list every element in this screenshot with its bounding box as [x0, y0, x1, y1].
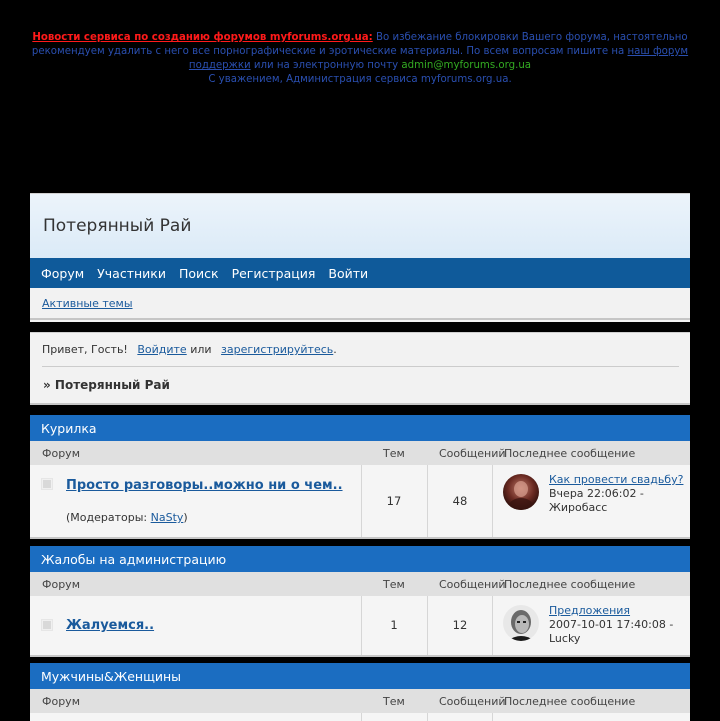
nav-members[interactable]: Участники: [97, 265, 166, 281]
topic-count: 1: [390, 618, 398, 632]
last-post-link[interactable]: Как провести свадьбу?: [549, 473, 684, 486]
welcome-box: [30, 332, 690, 405]
moderators-label: (Модераторы:: [66, 511, 151, 524]
col-posts: Сообщений: [439, 695, 506, 708]
category-title-text: Мужчины&Женщины: [41, 668, 182, 684]
col-topics: Тем: [383, 695, 405, 708]
announcement-text-2: или на электронную почту: [250, 60, 402, 71]
category-men-women: [30, 663, 690, 721]
forum-status-icon: [41, 478, 53, 490]
last-post-time: Вчера 22:06:02 -: [549, 487, 644, 500]
category-title-text: Курилка: [41, 420, 97, 436]
forum-row: [30, 465, 690, 539]
last-poster-avatar[interactable]: [503, 605, 539, 641]
board-title: Потерянный Рай: [43, 216, 192, 236]
category-title-text: Жалобы на администрацию: [41, 551, 227, 567]
col-forum: Форум: [42, 695, 80, 708]
column-header: [30, 572, 690, 596]
col-last-post: Последнее сообщение: [504, 578, 636, 591]
cell-divider: [492, 465, 493, 537]
last-poster-avatar[interactable]: [503, 474, 539, 510]
register-link[interactable]: зарегистрируйтесь: [221, 343, 334, 356]
forum-link[interactable]: Просто разговоры..можно ни о чем..: [66, 478, 343, 493]
login-link[interactable]: Войдите: [137, 343, 187, 356]
admin-email: admin@myforums.org.ua: [401, 60, 532, 71]
post-count: 48: [452, 494, 468, 508]
service-announcement: [30, 31, 690, 87]
divider: [42, 366, 679, 367]
support-forum-link[interactable]: наш форум поддержки: [188, 46, 689, 71]
col-topics: Тем: [383, 578, 405, 591]
last-post-link[interactable]: Предложения: [549, 604, 631, 617]
nav-search[interactable]: Поиск: [178, 265, 219, 281]
cell-divider: [492, 596, 493, 655]
col-last-post: Последнее сообщение: [504, 695, 636, 708]
post-count: 12: [452, 618, 468, 632]
moderator-link[interactable]: NaSty: [150, 511, 184, 524]
col-forum: Форум: [42, 447, 80, 460]
announcement-headline[interactable]: Новости сервиса по созданию форумов myforums.org.ua:: [32, 32, 373, 43]
nav-register[interactable]: Регистрация: [231, 265, 316, 281]
box-bottom-border: [30, 403, 690, 405]
announcement-text: Во избежание блокировки Вашего форума, настоятельно рекомендуем удалить с него все порнографические и эротические материалы. По всем вопросам пишите на: [31, 32, 688, 57]
column-header: [30, 441, 690, 465]
forum-moderators: [66, 511, 188, 524]
col-forum: Форум: [42, 578, 80, 591]
active-topics-link[interactable]: Активные темы: [42, 296, 133, 310]
greeting-text: Привет, Гость!: [42, 343, 128, 356]
board-title-bar: [30, 194, 690, 258]
or-text: или: [190, 343, 212, 356]
guest-greeting: [42, 343, 337, 356]
col-last-post: Последнее сообщение: [504, 447, 636, 460]
nav-login[interactable]: Войти: [328, 265, 369, 281]
last-post-author: Жиробасс: [549, 501, 608, 514]
category-complaints: [30, 546, 690, 657]
category-title[interactable]: [30, 415, 690, 441]
breadcrumb: » Потерянный Рай: [43, 378, 170, 392]
category-title[interactable]: [30, 546, 690, 572]
last-post-author: Lucky: [549, 632, 581, 645]
last-post-info: [549, 604, 689, 646]
site-header: [30, 193, 690, 322]
col-posts: Сообщений: [439, 578, 506, 591]
greeting-period: .: [333, 343, 337, 356]
avatar-image: [503, 605, 539, 641]
category-kurilka: [30, 415, 690, 539]
avatar-image: [503, 474, 539, 510]
topic-count: 17: [386, 494, 402, 508]
forum-row: [30, 596, 690, 657]
column-header: [30, 689, 690, 713]
announcement-signature: С уважением, Администрация сервиса myforums.org.ua.: [208, 74, 512, 85]
last-post-time: 2007-10-01 17:40:08 -: [549, 618, 674, 631]
forum-link[interactable]: Жалуемся..: [66, 618, 155, 633]
forum-status-icon: [41, 619, 53, 631]
sub-nav: [30, 288, 690, 320]
col-posts: Сообщений: [439, 447, 506, 460]
moderators-close: ): [183, 511, 188, 524]
category-title[interactable]: [30, 663, 690, 689]
nav-forum[interactable]: Форум: [41, 265, 85, 281]
col-topics: Тем: [383, 447, 405, 460]
main-nav: [30, 258, 690, 288]
last-post-info: [549, 473, 689, 515]
